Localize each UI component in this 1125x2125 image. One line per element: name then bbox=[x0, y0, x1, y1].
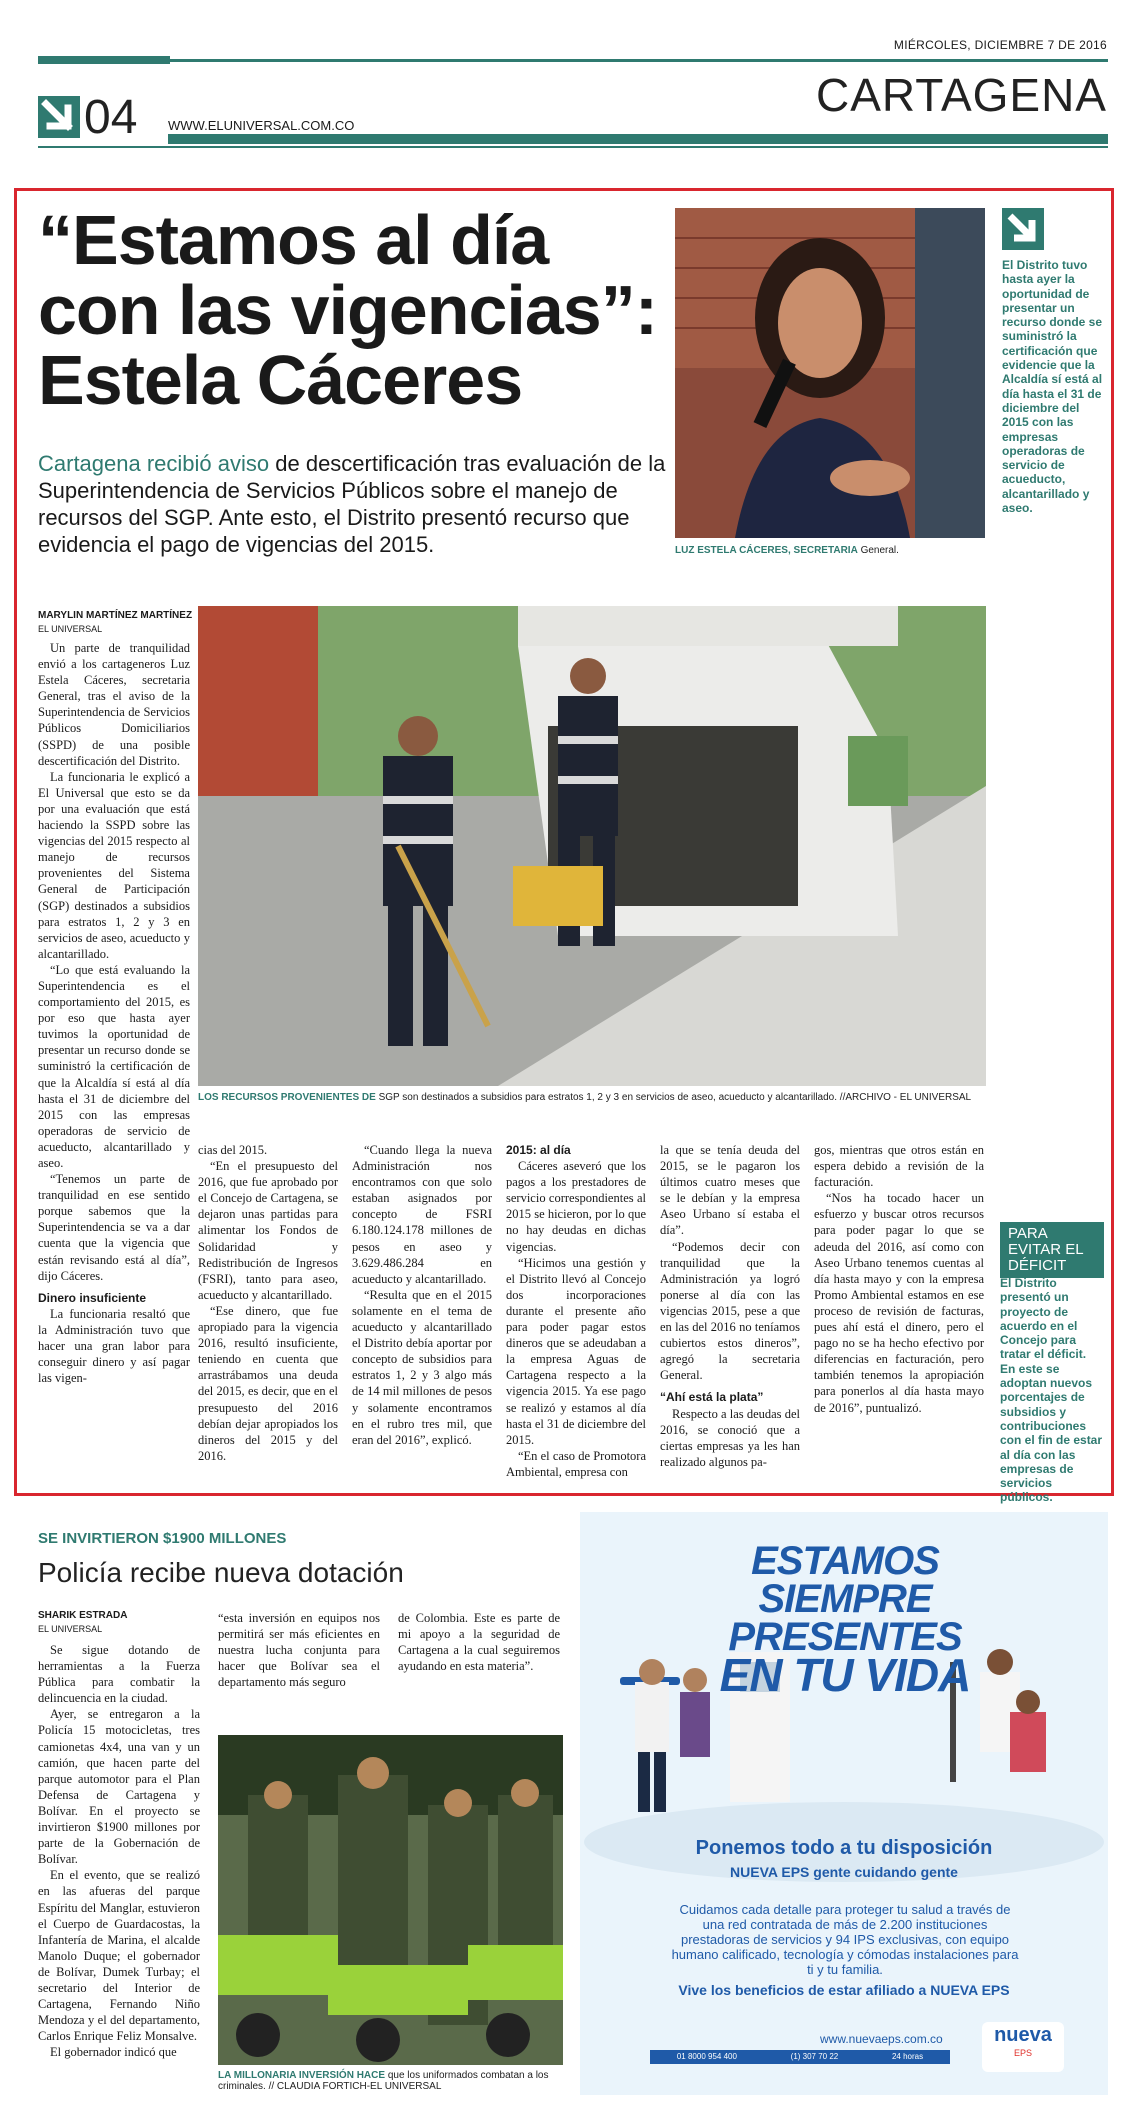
portrait-caption-lead: LUZ ESTELA CÁCERES, SECRETARIA bbox=[675, 545, 858, 556]
edition-date: MIÉRCOLES, DICIEMBRE 7 DE 2016 bbox=[893, 38, 1107, 52]
paragraph: “Hicimos una gestión y el Distrito llevó al Concejo dos incorporaciones durante el presente año para poder pagar estos dineros que se adeudaban a la empresa Aguas de Cartagena respecto a la vigencia 2015. Ya ese pago se realizó y estamos al día hasta el 31 de diciembre del 2015. bbox=[506, 1255, 646, 1447]
ad-url[interactable]: www.nuevaeps.com.co bbox=[820, 2032, 943, 2046]
paragraph: “Lo que está evaluando la Superintendencia es el comportamiento del 2015, es por eso que hasta ayer tuvimos la oportunidad de presentar un recurso donde se suministró la certificación de que la Alcaldía sí está al día hasta el 31 de diciembre del 2015 con las empresas operadoras de servicio de acueducto, alcantarillado y aseo. bbox=[38, 962, 190, 1170]
paragraph: cias del 2015. bbox=[198, 1143, 268, 1157]
section-title: CARTAGENA bbox=[815, 69, 1107, 121]
paragraph: “En el presupuesto del 2016, que fue aprobado por el Concejo de Cartagena, se dejaron unas partidas para alimentar los Fondos de Solidaridad y Redistribución de Ingresos (FSRI), tanto para aseo, acueducto y alcantarillado. bbox=[198, 1159, 338, 1302]
portrait-caption-text: General. bbox=[857, 545, 899, 556]
ad-headline-line: EN TU VIDA bbox=[719, 1649, 971, 1701]
paragraph: “Resulta que en el 2015 solamente en el tema de acueducto y alcantarillado el Distrito debía aportar por concepto de subsidios para estratos 1, 2 y 3 algo más de 14 mil millones de pesos y solamente encontramos en el rubro tres mil, que eran del 2016”, explicó. bbox=[352, 1287, 492, 1447]
header-thin-rule bbox=[38, 146, 1108, 148]
portrait-caption bbox=[675, 545, 985, 556]
second-col-2 bbox=[218, 1610, 380, 1690]
main-col-6 bbox=[814, 1142, 984, 1416]
ad-headline-line: PRESENTES bbox=[728, 1615, 962, 1659]
paragraph: Respecto a las deudas del 2016, se conoció que a ciertas empresas ya les han realizado algunos pa- bbox=[660, 1406, 800, 1469]
section-arrow-icon bbox=[38, 96, 80, 138]
second-headline: Policía recibe nueva dotación bbox=[38, 1557, 404, 1588]
subhead: “Ahí está la plata” bbox=[660, 1390, 764, 1405]
ad-logo bbox=[982, 2022, 1064, 2072]
sidebar-arrow-icon bbox=[1002, 208, 1044, 250]
ad-hours: 24 horas bbox=[891, 2052, 924, 2061]
nueva-eps-ad[interactable] bbox=[580, 1512, 1108, 2095]
paragraph: “Nos ha tocado hacer un esfuerzo y buscar otros recursos para poder pagar lo que se adeuda del 2016, así como con Aseo Urbano tenemos cuentas al día hasta mayo y con la empresa Promo Ambiental estamos en ese proceso de revisión de facturas, pues ahí está el dinero, pero el pago no se ha hecho efectivo por diferencias en facturación, pero también tenemos la apropiación para ponerlos al día hasta mayo de 2016”, puntualizó. bbox=[814, 1191, 984, 1415]
main-col-2 bbox=[198, 1142, 338, 1464]
ad-tagline: Ponemos todo a tu disposición bbox=[695, 1837, 993, 1859]
subhead: Dinero insuficiente bbox=[38, 1290, 147, 1305]
main-byline: MARYLIN MARTÍNEZ MARTÍNEZ bbox=[38, 610, 193, 621]
second-byline-org: EL UNIVERSAL bbox=[38, 1624, 103, 1634]
paragraph: Cáceres aseveró que los pagos a los prestadores de servicio correspondientes al 2015 se hicieron, por lo que no hay deudas en dichas vigencias. bbox=[506, 1159, 646, 1254]
main-col-1 bbox=[38, 640, 190, 1386]
main-photo-caption-lead: LOS RECURSOS PROVENIENTES DE bbox=[198, 1092, 376, 1103]
page-number: 04 bbox=[84, 91, 138, 144]
ad-phone-1: 01 8000 954 400 bbox=[676, 2052, 737, 2061]
main-headline: “Estamos al día con las vigencias”: Estela Cáceres bbox=[38, 201, 658, 419]
deck-lead: Cartagena recibió aviso bbox=[38, 451, 270, 476]
paragraph: “Cuando llega la nueva Administración nos encontramos con que solo estaban asignados por concepto de FSRI 6.180.124.178 millones de pesos en aseo y 3.629.486.284 en acueducto y alcantarillado. bbox=[352, 1143, 492, 1286]
ad-body: Cuidamos cada detalle para proteger tu salud a través de una red contratada de más de 2.200 instituciones prestadoras de servicios y 94 IPS exclusivas, con equipo humano calificado, tecnología y cómodas instalaciones para ti y tu familia. bbox=[671, 1902, 1019, 1977]
paragraph: “Tenemos un parte de tranquilidad en ese sentido porque sabemos que la Superintendencia se va a dar cuenta que la vigencia que están revisando está al día”, dijo Cáceres. bbox=[38, 1172, 190, 1283]
ad-headline bbox=[700, 1539, 990, 1701]
paragraph: “En el caso de Promotora Ambiental, empresa con bbox=[506, 1448, 646, 1479]
sidebar-quote: El Distrito tuvo hasta ayer la oportunidad de presentar un recurso donde se suministró la certificación que evidencie que la Alcaldía sí está al día hasta el 31 de diciembre del 2015 con las empresas operadoras de servicio de acueducto, alcantarillado y aseo. bbox=[1002, 258, 1103, 516]
ad-cta[interactable]: Vive los beneficios de estar afiliado a NUEVA EPS bbox=[678, 1982, 1010, 1998]
main-deck bbox=[38, 450, 668, 558]
main-col-4 bbox=[506, 1142, 646, 1480]
header-bar bbox=[168, 134, 1108, 144]
paragraph: de Colombia. Este es parte de mi apoyo a la seguridad de Cartagena a la cual seguiremos ayudando en esta materia”. bbox=[398, 1611, 560, 1674]
main-byline-org: EL UNIVERSAL bbox=[38, 624, 103, 634]
main-photo-caption bbox=[198, 1092, 986, 1103]
paragraph: “Podemos decir con tranquilidad que la Administración ya logró ponerse al día con las vigencias 2015, pese a que en las del 2016 no teníamos cubiertos estos dineros”, agregó la secretaria General. bbox=[660, 1239, 800, 1383]
paragraph: En el evento, que se realizó en las afueras del parque Espíritu del Manglar, estuvieron el Cuerpo de Guardacostas, la Infantería de Marina, el alcalde Manolo Duque; el gobernador de Bolívar, Dumek Turbay; el secretario del Interior de Cartagena, Fernando Niño Mendoza y el del departamento, Carlos Enrique Feliz Monsalve. bbox=[38, 1868, 200, 2044]
main-photo-caption-text: SGP son destinados a subsidios para estratos 1, 2 y 3 en servicios de aseo, acueducto y alcantarillado. //ARCHIVO - EL UNIVERSAL bbox=[375, 1092, 972, 1103]
paragraph: El gobernador indicó que bbox=[50, 2045, 177, 2060]
ad-logo-word: nueva bbox=[994, 2024, 1052, 2046]
second-kicker: SE INVIRTIERON $1900 MILLONES bbox=[38, 1530, 287, 1547]
paragraph: “esta inversión en equipos nos permitirá ser más eficientes en nuestra lucha conjunta para hacer que Bolívar sea el departamento más seguro bbox=[218, 1611, 380, 1690]
ad-brand-line: NUEVA EPS gente cuidando gente bbox=[730, 1864, 958, 1880]
police-caption-text: que los uniformados combatan a los criminales. // CLAUDIA FORTICH-EL UNIVERSAL bbox=[218, 2070, 549, 2092]
second-byline: SHARIK ESTRADA bbox=[38, 1610, 128, 1621]
police-photo bbox=[218, 1735, 563, 2065]
garbage-truck-photo bbox=[198, 606, 986, 1086]
paragraph: la que se tenía deuda del 2015, se le pagaron los últimos cuatro meses que se le debían y la empresa Aseo Urbano sí estaba el día”. bbox=[660, 1143, 800, 1238]
paragraph: Un parte de tranquilidad envió a los cartageneros Luz Estela Cáceres, secretaria General, tras el aviso de la Superintendencia de Servicios Públicos Domiciliarios (SSPD) de una posible descertificación del Distrito. bbox=[38, 641, 190, 768]
main-col-5 bbox=[660, 1142, 800, 1470]
header-rule bbox=[38, 59, 1108, 62]
main-col-3 bbox=[352, 1142, 492, 1448]
website-link[interactable]: WWW.ELUNIVERSAL.COM.CO bbox=[168, 118, 355, 133]
second-col-3 bbox=[398, 1610, 560, 1674]
deck-text: de descertificación tras evaluación de la Superintendencia de Servicios Públicos sobre el manejo de recursos del SGP. Ante esto, el Distrito presentó recurso que evidencia el pago de vigencias del 2015. bbox=[38, 451, 666, 557]
deficit-box-text: El Distrito presentó un proyecto de acuerdo en el Concejo para tratar el déficit. En este se adoptan nuevos porcentajes de subsidios y contribuciones con el fin de estar al día con las empresas de servicios públicos. bbox=[1000, 1276, 1103, 1505]
deficit-box-label: PARA EVITAR EL DÉFICIT bbox=[1000, 1222, 1104, 1278]
police-photo-caption bbox=[218, 2070, 563, 2092]
paragraph: “Ese dinero, que fue apropiado para la vigencia 2016, resultó insuficiente, teniendo en cuenta que arrastrábamos una deuda del 2015, es decir, que en el presupuesto del 2016 debían dejar apropiados los dineros del 2015 y del 2016. bbox=[198, 1303, 338, 1463]
paragraph: gos, mientras que otros están en espera debido a revisión de la facturación. bbox=[814, 1143, 984, 1190]
police-caption-lead: LA MILLONARIA INVERSIÓN HACE bbox=[218, 2070, 386, 2081]
ad-headline-line: ESTAMOS bbox=[751, 1539, 939, 1583]
second-col-1 bbox=[38, 1642, 200, 2060]
paragraph: Se sigue dotando de herramientas a la Fuerza Pública para combatir la delincuencia en la ciudad. bbox=[38, 1643, 200, 1706]
paragraph: La funcionaria resaltó que la Administración tuvo que hacer una gran labor para conseguir dinero y así pagar las vigen- bbox=[38, 1306, 190, 1386]
ad-contact-bar bbox=[650, 2050, 950, 2064]
subhead: 2015: al día bbox=[506, 1143, 571, 1157]
header-rule-accent bbox=[38, 56, 170, 64]
paragraph: La funcionaria le explicó a El Universal que esto se da por una evaluación que está haciendo la SSPD sobre las vigencias del 2015 respecto al manejo de recursos provenientes del Sistema General de Participación (SGP) destinados a subsidios para estratos 1, 2 y 3 en servicios de aseo, acueducto y alcantarillado. bbox=[38, 769, 190, 961]
ad-headline-line: SIEMPRE bbox=[758, 1577, 932, 1621]
ad-logo-sub: EPS bbox=[1013, 2048, 1032, 2058]
portrait-photo bbox=[675, 208, 985, 538]
ad-phone-2: (1) 307 70 22 bbox=[790, 2052, 839, 2061]
paragraph: Ayer, se entregaron a la Policía 15 motocicletas, tres camionetas 4x4, una van y un camión, que hacen parte del parque automotor para el Plan Defensa de Cartagena y Bolívar. En el proyecto se invirtieron $1900 millones por parte de la Gobernación de Bolívar. bbox=[38, 1707, 200, 1867]
